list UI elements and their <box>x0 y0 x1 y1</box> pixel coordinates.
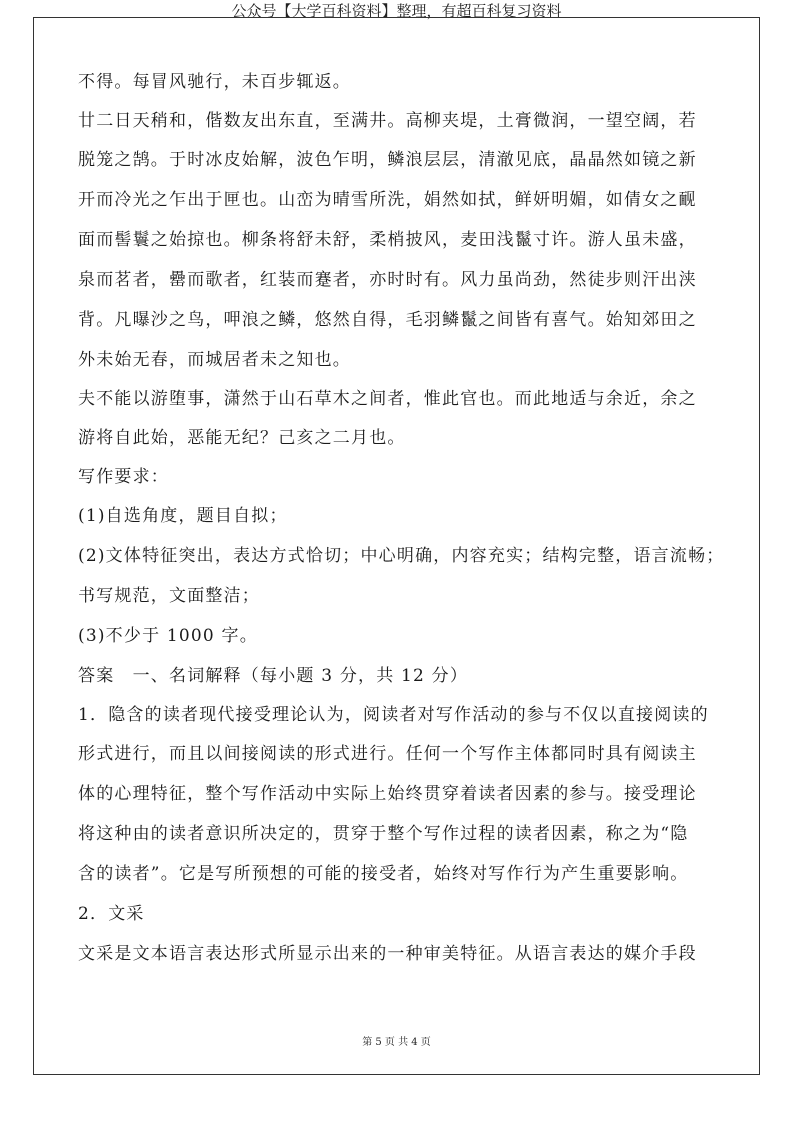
text-line: 面而髻鬟之始掠也。柳条将舒未舒，柔梢披风，麦田浅鬣寸许。游人虽未盛， <box>78 230 697 250</box>
text-line: 外未始无春，而城居者未之知也。 <box>78 350 351 370</box>
text-line: 形式进行，而且以间接阅读的形式进行。任何一个写作主体都同时具有阅读主 <box>78 744 697 764</box>
text-line: 游将自此始，恶能无纪？己亥之二月也。 <box>78 428 406 448</box>
text-line: 书写规范，文面整洁； <box>78 586 260 606</box>
text-line: 廿二日天稍和，偕数友出东直，至满井。高柳夹堤，土膏微润，一望空阔，若 <box>78 111 697 131</box>
text-line: 答案 一、名词解释（每小题 3 分，共 12 分） <box>78 666 469 686</box>
text-line: 脱笼之鹄。于时冰皮始解，波色乍明，鳞浪层层，清澈见底，晶晶然如镜之新 <box>78 150 697 170</box>
text-line: (3)不少于 1000 字。 <box>78 626 258 646</box>
text-line: 写作要求： <box>78 467 169 487</box>
text-line: 体的心理特征，整个写作活动中实际上始终贯穿着读者因素的参与。接受理论 <box>78 784 697 804</box>
document-body <box>78 62 725 974</box>
text-line: 含的读者”。它是写所预想的可能的接受者，始终对写作行为产生重要影响。 <box>78 864 689 884</box>
header-watermark: 公众号【大学百科资料】整理，有超百科复习资料 <box>231 2 562 20</box>
text-line: 开而冷光之乍出于匣也。山峦为晴雪所洗，娟然如拭，鲜妍明媚，如倩女之䩄 <box>78 190 697 210</box>
text-line: 1．隐含的读者现代接受理论认为，阅读者对写作活动的参与不仅以直接阅读的 <box>78 705 709 725</box>
page-number: 第 5 页 共 4 页 <box>362 1037 431 1048</box>
text-line: 文采是文本语言表达形式所显示出来的一种审美特征。从语言表达的媒介手段 <box>78 944 697 964</box>
text-line: 将这种由的读者意识所决定的，贯穿于整个写作过程的读者因素，称之为“隐 <box>78 824 689 844</box>
text-line: 夫不能以游堕事，潇然于山石草木之间者，惟此官也。而此地适与余近，余之 <box>78 389 697 409</box>
text-line: 2．文采 <box>78 904 145 924</box>
text-line: (2)文体特征突出，表达方式恰切；中心明确，内容充实；结构完整，语言流畅； <box>78 546 725 566</box>
text-line: 泉而茗者，罍而歌者，红装而蹇者，亦时时有。风力虽尚劲，然徒步则汗出浃 <box>78 270 697 290</box>
text-line: 不得。每冒风驰行，未百步辄返。 <box>78 72 351 92</box>
text-line: (1)自选角度，题目自拟； <box>78 506 288 526</box>
text-line: 背。凡曝沙之鸟，呷浪之鳞，悠然自得，毛羽鳞鬣之间皆有喜气。始知郊田之 <box>78 310 697 330</box>
